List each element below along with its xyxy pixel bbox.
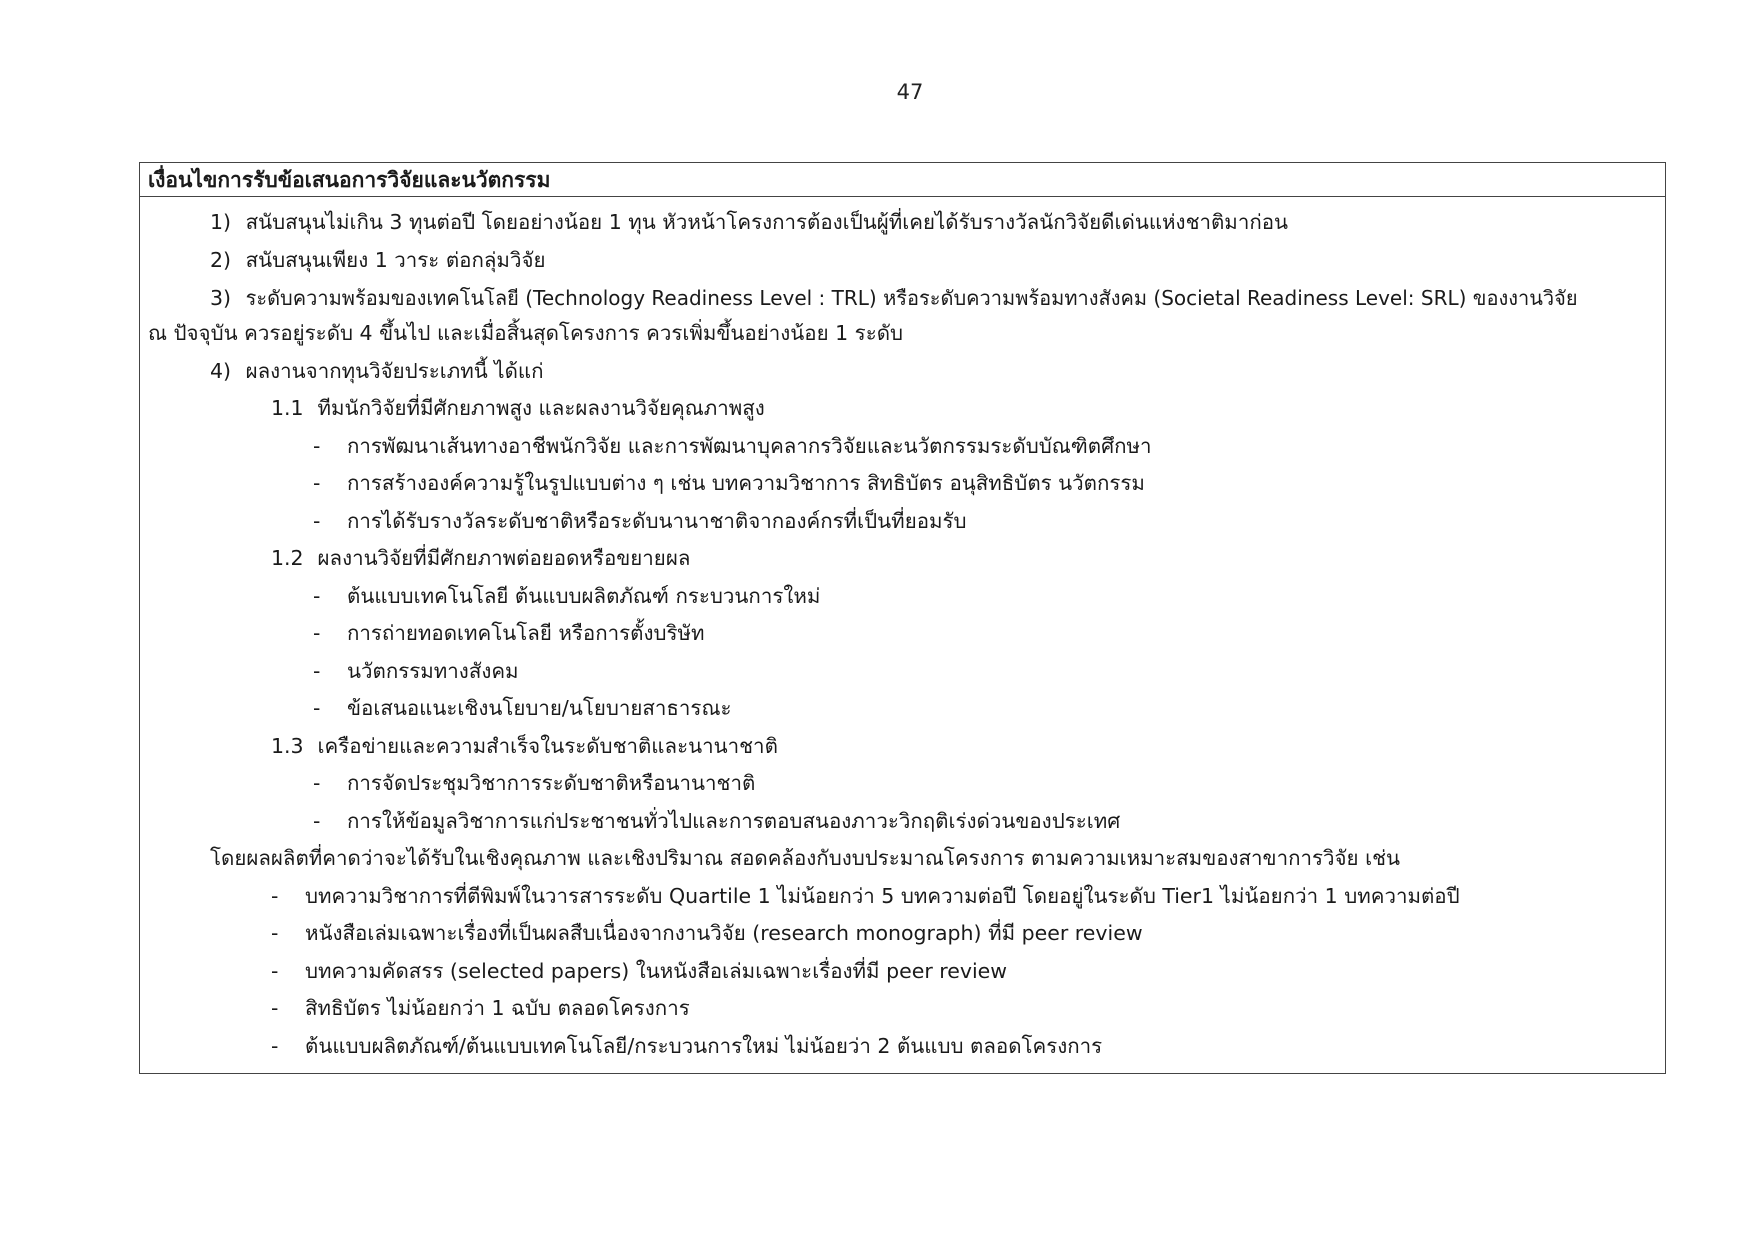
bullet-item [313,694,731,722]
bullet-text: การให้ข้อมูลวิชาการแก่ประชาชนทั่วไปและการตอบสนองภาวะวิกฤติเร่งด่วนของประเทศ [347,809,1121,833]
output-text: บทความวิชาการที่ตีพิมพ์ในวารสารระดับ Quartile 1 ไม่น้อยกว่า 5 บทความต่อปี โดยอยู่ในระดับ Tier1 ไม่น้อยกว่า 1 บทความต่อปี [305,884,1460,908]
list-item-1 [210,208,1288,236]
dash-marker: - [313,696,321,720]
table-header-title: เงื่อนไขการรับข้อเสนอการวิจัยและนวัตกรรม [140,163,1665,197]
dash-marker: - [271,921,279,945]
item-text: สนับสนุนเพียง 1 วาระ ต่อกลุ่มวิจัย [245,248,546,272]
bullet-text: นวัตกรรมทางสังคม [347,659,519,683]
output-text: บทความคัดสรร (selected papers) ในหนังสือเล่มเฉพาะเรื่องที่มี peer review [305,959,1008,983]
subsection-number: 1.2 [271,546,304,570]
list-item-3 [210,284,1578,312]
bullet-item [313,619,705,647]
item-number: 1) [210,210,232,234]
item-text: สนับสนุนไม่เกิน 3 ทุนต่อปี โดยอย่างน้อย 1 ทุน หัวหน้าโครงการต้องเป็นผู้ที่เคยได้รับรางวัลนักวิจัยดีเด่นแห่งชาติมาก่อน [245,210,1289,234]
dash-marker: - [313,621,321,645]
page-number: 47 [896,80,924,104]
item-number: 2) [210,248,232,272]
output-item [271,1032,1102,1060]
dash-marker: - [313,771,321,795]
bullet-text: การถ่ายทอดเทคโนโลยี หรือการตั้งบริษัท [347,621,705,645]
bullet-text: ข้อเสนอแนะเชิงนโยบาย/นโยบายสาธารณะ [347,696,732,720]
item-text: ระดับความพร้อมของเทคโนโลยี (Technology Readiness Level : TRL) หรือระดับความพร้อมทางสังคม (Societal Readiness Level: SRL) ของงานวิจัย [245,286,1578,310]
bullet-item [313,507,967,535]
bullet-text: การจัดประชุมวิชาการระดับชาติหรือนานาชาติ [347,771,756,795]
item-number: 3) [210,286,232,310]
dash-marker: - [271,959,279,983]
dash-marker: - [313,471,321,495]
output-item [271,994,690,1022]
subsection-1-3 [271,732,778,760]
subsection-title: ผลงานวิจัยที่มีศักยภาพต่อยอดหรือขยายผล [317,546,691,570]
item-text: ผลงานจากทุนวิจัยประเภทนี้ ได้แก่ [245,359,544,383]
dash-marker: - [313,434,321,458]
list-item-4 [210,357,544,385]
bullet-text: การสร้างองค์ความรู้ในรูปแบบต่าง ๆ เช่น บทความวิชาการ สิทธิบัตร อนุสิทธิบัตร นวัตกรรม [347,471,1145,495]
dash-marker: - [271,996,279,1020]
list-item-3-continuation: ณ ปัจจุบัน ควรอยู่ระดับ 4 ขึ้นไป และเมื่อสิ้นสุดโครงการ ควรเพิ่มขึ้นอย่างน้อย 1 ระดับ [148,321,904,345]
dash-marker: - [271,1034,279,1058]
bullet-item [313,469,1145,497]
bullet-item [313,769,755,797]
bullet-text: ต้นแบบเทคโนโลยี ต้นแบบผลิตภัณฑ์ กระบวนการใหม่ [347,584,821,608]
dash-marker: - [313,584,321,608]
dash-marker: - [313,509,321,533]
output-text: ต้นแบบผลิตภัณฑ์/ต้นแบบเทคโนโลยี/กระบวนการใหม่ ไม่น้อยว่า 2 ต้นแบบ ตลอดโครงการ [305,1034,1103,1058]
subsection-1-1 [271,394,765,422]
output-text: สิทธิบัตร ไม่น้อยกว่า 1 ฉบับ ตลอดโครงการ [305,996,690,1020]
list-item-2 [210,246,545,274]
bullet-item [313,432,1152,460]
subsection-number: 1.1 [271,396,304,420]
bullet-text: การได้รับรางวัลระดับชาติหรือระดับนานาชาติจากองค์กรที่เป็นที่ยอมรับ [347,509,967,533]
output-item [271,919,1143,947]
conditions-table [139,162,1666,1074]
output-item [271,957,1007,985]
bullet-text: การพัฒนาเส้นทางอาชีพนักวิจัย และการพัฒนาบุคลากรวิจัยและนวัตกรรมระดับบัณฑิตศึกษา [347,434,1152,458]
dash-marker: - [313,659,321,683]
bullet-item [313,582,820,610]
bullet-item [313,657,519,685]
subsection-1-2 [271,544,690,572]
output-item [271,882,1460,910]
item-number: 4) [210,359,232,383]
output-text: หนังสือเล่มเฉพาะเรื่องที่เป็นผลสืบเนื่องจากงานวิจัย (research monograph) ที่มี peer review [305,921,1143,945]
outputs-intro: โดยผลผลิตที่คาดว่าจะได้รับในเชิงคุณภาพ และเชิงปริมาณ สอดคล้องกับงบประมาณโครงการ ตามความเหมาะสมของสาขาการวิจัย เช่น [210,846,1401,870]
subsection-title: ทีมนักวิจัยที่มีศักยภาพสูง และผลงานวิจัยคุณภาพสูง [317,396,765,420]
subsection-title: เครือข่ายและความสำเร็จในระดับชาติและนานาชาติ [317,734,778,758]
dash-marker: - [313,809,321,833]
bullet-item [313,807,1120,835]
subsection-number: 1.3 [271,734,304,758]
dash-marker: - [271,884,279,908]
